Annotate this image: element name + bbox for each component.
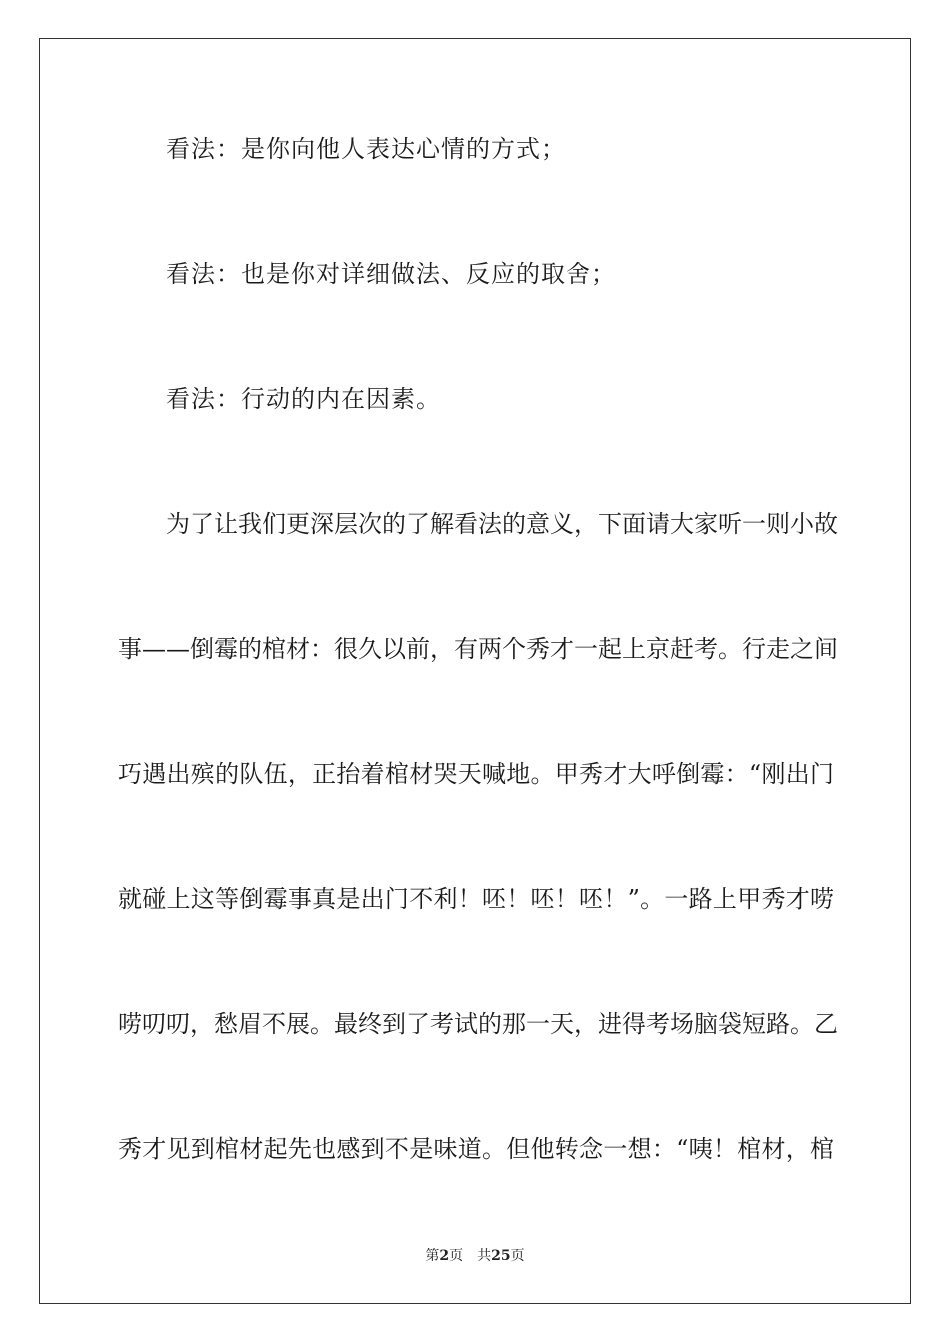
text-line-6: 巧 遇 出 殡 的 队 伍 ， 正 抬 着 棺 材 哭 天 喊 地 。 甲 秀 才 大 呼 倒 霉 ： “ 刚 出 门 <box>118 760 834 788</box>
page-footer <box>0 1248 950 1264</box>
footer-total-suffix: 页 <box>510 1248 525 1264</box>
page-border <box>39 38 911 1304</box>
footer-total-number: 25 <box>491 1248 511 1264</box>
text-line-4: 为 了 让 我 们 更 深 层 次 的 了 解 看 法 的 意 义 ， 下 面 请 大 家 听 一 则 小 故 <box>166 510 838 538</box>
text-line-3: 看法：行动的内在因素。 <box>166 385 441 413</box>
footer-page-number: 2 <box>439 1248 450 1264</box>
footer-page-suffix: 页 <box>449 1248 464 1264</box>
text-line-2: 看法：也是你对详细做法、反应的取舍； <box>166 260 616 288</box>
text-line-8: 唠 叨 叨 ， 愁 眉 不 展 。 最 终 到 了 考 试 的 那 一 天 ， 进 得 考 场 脑 袋 短 路 。 乙 <box>118 1010 838 1038</box>
text-line-7: 就 碰 上 这 等 倒 霉 事 真 是 出 门 不 利 ！ 呸 ！ 呸 ！ 呸 ！ ” 。 一 路 上 甲 秀 才 唠 <box>118 885 834 913</box>
footer-page-prefix: 第 <box>425 1248 440 1264</box>
text-line-9: 秀 才 见 到 棺 材 起 先 也 感 到 不 是 味 道 。 但 他 转 念 一 想 ： “ 咦 ！ 棺 材 ， 棺 <box>118 1135 834 1163</box>
text-line-1: 看法：是你向他人表达心情的方式； <box>166 135 566 163</box>
footer-total-prefix: 共 <box>477 1248 492 1264</box>
text-line-5: 事 — — 倒 霉 的 棺 材 ： 很 久 以 前 ， 有 两 个 秀 才 一 起 上 京 赶 考 。 行 走 之 间 <box>118 635 838 663</box>
